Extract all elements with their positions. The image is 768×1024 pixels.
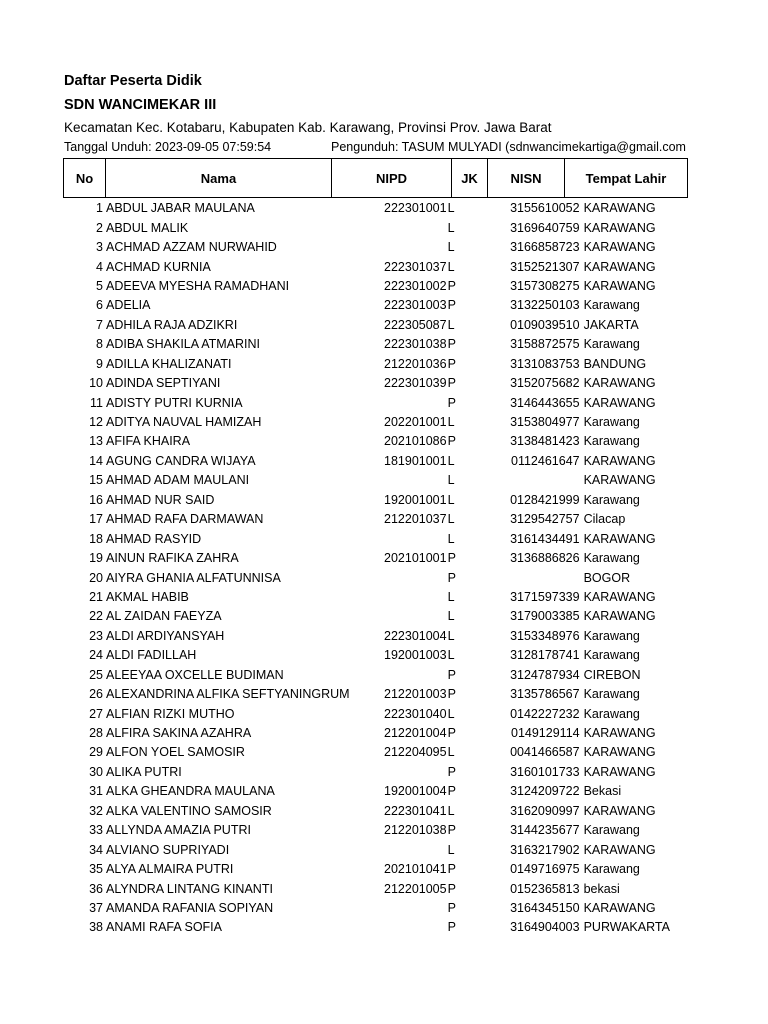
student-gender: L [447, 453, 455, 468]
row-number: 34 [89, 842, 103, 857]
student-name: AKMAL HABIB [106, 589, 189, 604]
table-row [63, 257, 683, 276]
student-name: ALEXANDRINA ALFIKA SEFTYANINGRUM [106, 687, 350, 702]
table-row [63, 899, 683, 918]
student-birthplace: JAKARTA [583, 317, 639, 332]
student-name: ADINDA SEPTIYANI [106, 376, 221, 391]
student-nisn: 3138481423 [510, 434, 580, 449]
student-birthplace: KARAWANG [583, 745, 656, 760]
row-number: 20 [89, 570, 103, 585]
student-name: ACHMAD KURNIA [106, 259, 211, 274]
student-nipd: 222301002 [384, 278, 447, 293]
row-number: 29 [89, 745, 103, 760]
student-nisn: 3153348976 [510, 628, 580, 643]
row-number: 35 [89, 862, 103, 877]
student-nipd: 212201037 [384, 512, 447, 527]
student-birthplace: Karawang [583, 628, 640, 643]
student-nisn [482, 471, 583, 490]
student-name: AHMAD RAFA DARMAWAN [106, 512, 264, 527]
student-birthplace: Karawang [583, 823, 640, 838]
student-gender: P [447, 337, 456, 352]
student-nisn: 3163217902 [510, 842, 580, 857]
student-nipd: 212201003 [384, 687, 447, 702]
student-gender: P [447, 551, 456, 566]
table-row [63, 724, 683, 743]
student-nisn [482, 568, 583, 587]
student-gender: P [447, 356, 456, 371]
row-number: 7 [96, 317, 103, 332]
student-gender: P [447, 298, 456, 313]
student-nisn: 3129542757 [510, 512, 580, 527]
document-title: Daftar Peserta Didik [64, 73, 202, 89]
student-birthplace: CIREBON [583, 667, 641, 682]
student-birthplace: Karawang [583, 434, 640, 449]
student-birthplace: KARAWANG [583, 531, 656, 546]
student-nipd: 212201036 [384, 356, 447, 371]
table-row [63, 510, 683, 529]
student-birthplace: KARAWANG [583, 803, 656, 818]
table-row [63, 432, 683, 451]
student-nisn: 3128178741 [510, 648, 580, 663]
table-row [63, 821, 683, 840]
download-date: Tanggal Unduh: 2023-09-05 07:59:54 [64, 140, 272, 154]
student-birthplace: Karawang [583, 862, 640, 877]
student-nipd: 212201004 [384, 726, 447, 741]
table-row [63, 704, 683, 723]
student-nipd: 222301037 [384, 259, 447, 274]
student-birthplace: PURWAKARTA [583, 920, 670, 935]
student-nipd: 202101041 [384, 862, 447, 877]
student-birthplace: Karawang [583, 492, 640, 507]
student-birthplace: Karawang [583, 551, 640, 566]
student-nisn: 3155610052 [510, 201, 580, 216]
student-gender: L [447, 259, 455, 274]
student-nipd: 212204095 [384, 745, 447, 760]
student-gender: P [447, 434, 456, 449]
row-number: 22 [89, 609, 103, 624]
student-nipd [350, 666, 447, 685]
student-table-body [63, 199, 683, 938]
student-nisn: 0128421999 [510, 492, 580, 507]
table-row [63, 277, 683, 296]
table-row [63, 393, 683, 412]
student-nisn: 3152075682 [510, 376, 580, 391]
table-row [63, 763, 683, 782]
row-number: 19 [89, 551, 103, 566]
student-birthplace: Cilacap [583, 512, 626, 527]
student-birthplace: KARAWANG [583, 609, 656, 624]
student-nipd: 192001003 [384, 648, 447, 663]
table-row [63, 607, 683, 626]
student-name: AFIFA KHAIRA [106, 434, 191, 449]
student-birthplace: Karawang [583, 648, 640, 663]
table-row [63, 413, 683, 432]
student-birthplace: BANDUNG [583, 356, 647, 371]
student-nipd [350, 899, 447, 918]
row-number: 10 [89, 376, 103, 391]
student-nisn: 0112461647 [511, 453, 580, 468]
student-nipd: 222301003 [384, 298, 447, 313]
student-nipd [350, 393, 447, 412]
table-row [63, 316, 683, 335]
student-nisn: 3158872575 [510, 337, 580, 352]
student-gender: L [447, 415, 455, 430]
table-row [63, 471, 683, 490]
student-birthplace: KARAWANG [583, 473, 656, 488]
table-row [63, 627, 683, 646]
student-nisn: 3171597339 [510, 589, 580, 604]
student-gender: P [447, 823, 456, 838]
table-row [63, 549, 683, 568]
row-number: 14 [89, 453, 103, 468]
table-row [63, 802, 683, 821]
student-name: ABDUL MALIK [106, 220, 189, 235]
column-header-tempat-lahir: Tempat Lahir [565, 159, 688, 198]
student-nipd: 202101001 [384, 551, 447, 566]
row-number: 25 [89, 667, 103, 682]
student-name: ALDI FADILLAH [106, 648, 197, 663]
student-nisn: 3124787934 [510, 667, 580, 682]
row-number: 37 [89, 900, 103, 915]
student-nisn: 3144235677 [510, 823, 580, 838]
student-nisn: 3162090997 [510, 803, 580, 818]
student-nipd: 192001004 [384, 784, 447, 799]
table-row [63, 529, 683, 548]
row-number: 15 [89, 473, 103, 488]
table-row [63, 452, 683, 471]
student-name: ALVIANO SUPRIYADI [106, 842, 230, 857]
table-row [63, 568, 683, 587]
student-nipd: 222301038 [384, 337, 447, 352]
student-gender: P [447, 764, 456, 779]
student-gender: L [447, 609, 455, 624]
student-nisn: 3131083753 [510, 356, 580, 371]
student-gender: P [447, 278, 456, 293]
student-nisn: 3124209722 [510, 784, 580, 799]
student-gender: L [447, 589, 455, 604]
student-gender: L [447, 531, 455, 546]
row-number: 24 [89, 648, 103, 663]
student-gender: L [447, 512, 455, 527]
student-gender: P [447, 920, 456, 935]
table-row [63, 355, 683, 374]
student-nipd: 222301040 [384, 706, 447, 721]
student-name: AHMAD RASYID [106, 531, 202, 546]
student-name: ANAMI RAFA SOFIA [106, 920, 222, 935]
student-birthplace: KARAWANG [583, 278, 656, 293]
student-nipd: 192001001 [384, 492, 447, 507]
student-nipd: 222301001 [384, 201, 447, 216]
student-name: ALDI ARDIYANSYAH [106, 628, 225, 643]
student-name: ALFIAN RIZKI MUTHO [106, 706, 235, 721]
row-number: 11 [90, 395, 103, 410]
table-row [63, 588, 683, 607]
student-gender: P [447, 862, 456, 877]
student-birthplace: Karawang [583, 298, 640, 313]
student-name: ACHMAD AZZAM NURWAHID [106, 240, 277, 255]
student-nipd [350, 529, 447, 548]
student-gender: L [447, 803, 455, 818]
table-row [63, 199, 683, 218]
student-birthplace: KARAWANG [583, 589, 656, 604]
student-name: ALYA ALMAIRA PUTRI [106, 862, 234, 877]
student-name: ALFON YOEL SAMOSIR [106, 745, 245, 760]
student-gender: P [447, 881, 456, 896]
column-header-jk: JK [452, 159, 488, 198]
student-nisn: 0149129114 [511, 726, 580, 741]
column-header-nisn: NISN [488, 159, 565, 198]
row-number: 16 [89, 492, 103, 507]
row-number: 23 [89, 628, 103, 643]
student-birthplace: KARAWANG [583, 395, 656, 410]
student-name: AIYRA GHANIA ALFATUNNISA [106, 570, 281, 585]
student-gender: P [447, 667, 456, 682]
student-name: ABDUL JABAR MAULANA [106, 201, 255, 216]
student-nipd [350, 763, 447, 782]
student-gender: L [447, 745, 455, 760]
student-nisn: 3164345150 [510, 900, 580, 915]
student-name: ADILLA KHALIZANATI [106, 356, 232, 371]
student-name: AL ZAIDAN FAEYZA [106, 609, 222, 624]
school-name: SDN WANCIMEKAR III [64, 97, 217, 113]
student-birthplace: KARAWANG [583, 376, 656, 391]
student-nisn: 3166858723 [510, 240, 580, 255]
table-row [63, 918, 683, 937]
student-name: ALKA GHEANDRA MAULANA [106, 784, 275, 799]
student-nipd: 212201038 [384, 823, 447, 838]
student-nipd [350, 471, 447, 490]
student-gender: L [447, 628, 455, 643]
row-number: 1 [96, 201, 103, 216]
student-nisn: 3146443655 [510, 395, 580, 410]
table-row [63, 335, 683, 354]
column-header-nama: Nama [106, 159, 332, 198]
student-nisn: 3160101733 [510, 764, 580, 779]
student-name: ALFIRA SAKINA AZAHRA [106, 726, 252, 741]
student-gender: P [447, 395, 456, 410]
row-number: 9 [96, 356, 103, 371]
table-row [63, 296, 683, 315]
student-nipd: 222301041 [384, 803, 447, 818]
student-gender: L [447, 842, 455, 857]
student-name: ALKA VALENTINO SAMOSIR [106, 803, 272, 818]
student-gender: P [447, 687, 456, 702]
student-nipd: 202101086 [384, 434, 447, 449]
student-name: ALLYNDA AMAZIA PUTRI [106, 823, 251, 838]
student-nipd: 212201005 [384, 881, 447, 896]
student-gender: P [447, 900, 456, 915]
student-name: ADITYA NAUVAL HAMIZAH [106, 415, 262, 430]
downloader-info: Pengunduh: TASUM MULYADI (sdnwancimekartiga@gmail.com [331, 140, 686, 154]
student-gender: P [447, 570, 456, 585]
student-name: ADIBA SHAKILA ATMARINI [106, 337, 260, 352]
student-nipd [350, 568, 447, 587]
student-gender: L [447, 473, 455, 488]
row-number: 21 [89, 589, 103, 604]
student-nisn: 3136886826 [510, 551, 580, 566]
student-gender: P [447, 726, 456, 741]
table-row [63, 685, 683, 704]
column-header-nipd: NIPD [332, 159, 452, 198]
student-nipd: 181901001 [384, 453, 447, 468]
row-number: 6 [96, 298, 103, 313]
row-number: 26 [89, 687, 103, 702]
row-number: 30 [89, 764, 103, 779]
student-name: ADISTY PUTRI KURNIA [106, 395, 243, 410]
student-nipd [350, 238, 447, 257]
student-name: ADELIA [106, 298, 151, 313]
student-name: AHMAD NUR SAID [106, 492, 215, 507]
student-nisn: 3157308275 [510, 278, 580, 293]
student-name: AGUNG CANDRA WIJAYA [106, 453, 256, 468]
student-nipd [350, 840, 447, 859]
row-number: 27 [89, 706, 103, 721]
student-nipd: 222305087 [384, 317, 447, 332]
student-birthplace: Bekasi [583, 784, 622, 799]
student-gender: P [447, 376, 456, 391]
student-gender: L [447, 201, 455, 216]
row-number: 12 [89, 415, 103, 430]
student-name: ALYNDRA LINTANG KINANTI [106, 881, 273, 896]
row-number: 32 [89, 803, 103, 818]
student-nisn: 0149716975 [510, 862, 580, 877]
student-gender: L [447, 706, 455, 721]
table-row [63, 666, 683, 685]
table-row [63, 879, 683, 898]
student-name: ADHILA RAJA ADZIKRI [106, 317, 238, 332]
table-row [63, 743, 683, 762]
student-nisn: 3135786567 [510, 687, 580, 702]
student-nipd [350, 218, 447, 237]
student-nipd: 202201001 [384, 415, 447, 430]
student-birthplace: Karawang [583, 687, 640, 702]
student-birthplace: bekasi [583, 881, 620, 896]
row-number: 4 [96, 259, 103, 274]
table-row [63, 646, 683, 665]
row-number: 38 [89, 920, 103, 935]
table-row [63, 491, 683, 510]
student-nisn: 3169640759 [510, 220, 580, 235]
row-number: 17 [89, 512, 103, 527]
student-nisn: 3179003385 [510, 609, 580, 624]
student-birthplace: KARAWANG [583, 900, 656, 915]
student-name: AHMAD ADAM MAULANI [106, 473, 250, 488]
student-birthplace: BOGOR [583, 570, 631, 585]
student-nisn: 0041466587 [510, 745, 580, 760]
student-name: AINUN RAFIKA ZAHRA [106, 551, 239, 566]
location-line: Kecamatan Kec. Kotabaru, Kabupaten Kab. Karawang, Provinsi Prov. Jawa Barat [64, 120, 552, 135]
student-gender: L [447, 220, 455, 235]
student-gender: L [447, 648, 455, 663]
student-nipd [350, 918, 447, 937]
student-birthplace: KARAWANG [583, 240, 656, 255]
row-number: 5 [96, 278, 103, 293]
row-number: 18 [89, 531, 103, 546]
table-row [63, 238, 683, 257]
student-birthplace: KARAWANG [583, 259, 656, 274]
student-nisn: 3161434491 [510, 531, 580, 546]
table-row [63, 860, 683, 879]
student-nipd: 222301039 [384, 376, 447, 391]
student-nisn: 0109039510 [510, 317, 580, 332]
student-nipd [350, 588, 447, 607]
student-birthplace: KARAWANG [583, 201, 656, 216]
table-row [63, 374, 683, 393]
student-birthplace: KARAWANG [583, 726, 656, 741]
row-number: 8 [96, 337, 103, 352]
student-nisn: 3164904003 [510, 920, 580, 935]
student-gender: L [447, 240, 455, 255]
table-row [63, 840, 683, 859]
student-name: ALIKA PUTRI [106, 764, 182, 779]
student-nisn: 3132250103 [510, 298, 580, 313]
row-number: 36 [89, 881, 103, 896]
column-header-no: No [64, 159, 106, 198]
student-birthplace: Karawang [583, 337, 640, 352]
row-number: 3 [96, 240, 103, 255]
student-name: ALEEYAA OXCELLE BUDIMAN [106, 667, 284, 682]
student-gender: P [447, 784, 456, 799]
row-number: 13 [89, 434, 103, 449]
row-number: 2 [96, 220, 103, 235]
row-number: 33 [89, 823, 103, 838]
student-nipd: 222301004 [384, 628, 447, 643]
student-nisn: 3152521307 [510, 259, 580, 274]
row-number: 28 [89, 726, 103, 741]
student-birthplace: KARAWANG [583, 764, 656, 779]
student-birthplace: Karawang [583, 706, 640, 721]
student-gender: L [447, 492, 455, 507]
student-birthplace: KARAWANG [583, 842, 656, 857]
student-name: ADEEVA MYESHA RAMADHANI [106, 278, 290, 293]
student-birthplace: Karawang [583, 415, 640, 430]
table-row [63, 782, 683, 801]
student-name: AMANDA RAFANIA SOPIYAN [106, 900, 274, 915]
student-nisn: 0142227232 [510, 706, 580, 721]
row-number: 31 [89, 784, 103, 799]
table-row [63, 218, 683, 237]
student-nisn: 0152365813 [510, 881, 580, 896]
table-header [63, 158, 688, 198]
student-birthplace: KARAWANG [583, 453, 656, 468]
student-gender: L [447, 317, 455, 332]
student-nisn: 3153804977 [510, 415, 580, 430]
student-birthplace: KARAWANG [583, 220, 656, 235]
student-nipd [350, 607, 447, 626]
